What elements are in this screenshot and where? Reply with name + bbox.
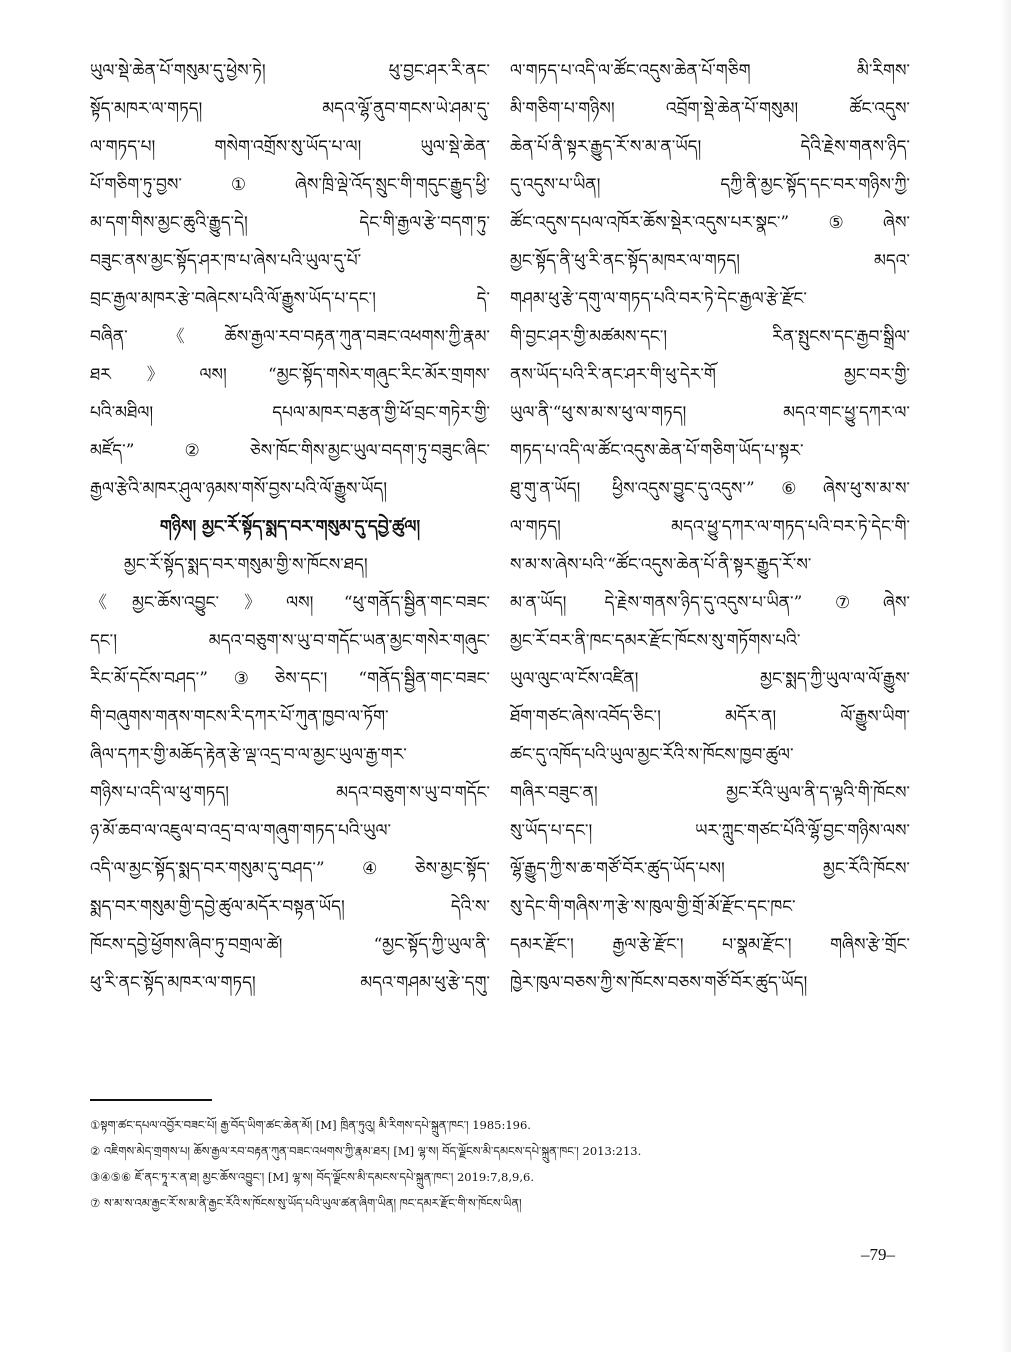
text-line: ཆེན་པོ་ནི་སྟར་རྒྱུད་རོ་ས་མ་ན་ཡོད། དེའི་རྗེས་གནས་ཉིད་ xyxy=(510,137,910,157)
text-line: པོ་གཅིག་ཏུ་བྱས་①ཞེས་ཁྲི་ལྡེ་འོད་སྲུང་གི་གདུང་རྒྱུད་ཕྱི་ xyxy=(90,175,490,195)
footnote: ⑦ ས་མ་ས་འམ་རྒྱང་རོ་ས་མ་ནི་རྒྱང་རོའི་ས་ཁོངས་སུ་ཡོད་པའི་ཡུལ་ཚན་ཞིག་ཡིན། ཁང་དམར་རྫོང་གི་ས་ཁོངས་ཡིན། xyxy=(90,1196,522,1210)
text-line: རིང་མོ་དངོས་བཤད་”③ཅེས་དང་། “གནོད་སྦྱིན་གང་བཟང་ xyxy=(90,669,490,689)
text-line: གི་བཞུགས་གནས་གངས་རི་དཀར་པོ་ཀུན་ཁྱབ་ལ་ཏོག་ xyxy=(90,707,389,727)
text-line: ཕུ་རི་ནང་སྟོད་མཁར་ལ་གཏད། མདའ་གཤམ་ཕུ་རྩེ་དགུ་ xyxy=(90,973,490,993)
text-line: སུ་ཡོད་པ་དང་། ཡར་ཀླུང་གཙང་པོའི་ལྷོ་བྱང་གཉིས་ལས་ xyxy=(510,821,910,841)
text-line: ནས་ཡོད་པའི་རི་ནང་ཤར་གི་ཕུ་དེར་གོ མྱང་བར་གྱི་ xyxy=(510,365,910,385)
text-line: གི་བྱང་ཤར་གྱི་མཚམས་དང་། རིན་སྤུངས་དང་རྒྱབ་སྒྲིལ་ xyxy=(510,327,910,347)
text-line: མི་གཅིག་པ་གཉིས། འབྲོག་སྡེ་ཆེན་པོ་གསུམ། ཚོང་འདུས་ xyxy=(510,99,910,119)
footnote: ③④⑤⑥ ཇོ་ནང་ཏཱ་ར་ན་ཐ། མྱང་ཆོས་འབྱུང་། [M] ལྷ་ས། བོད་ལྗོངས་མི་དམངས་དཔེ་སྐྲུན་ཁང་། 2019:7,8,9,6. xyxy=(90,1170,534,1184)
text-line: ཐར》ལས། “མྱང་སྟོད་གསེར་གཞུང་རིང་མོར་གྲགས་ xyxy=(90,365,490,385)
left-column xyxy=(90,52,490,1002)
text-line: ཚང་དུ་འཁོད་པའི་ཡུལ་མྱང་རོའི་ས་ཁོངས་ཁྱབ་ཚུལ་ xyxy=(510,745,794,765)
text-line: གཞིར་བཟུང་ན། མྱང་རོའི་ཡུལ་ནི་ད་ལྟའི་གི་ཁོངས་ xyxy=(510,783,910,803)
text-line: མ་ན་ཡོད། དེ་རྗེས་གནས་ཉིད་དུ་འདུས་པ་ཡིན་”⑦ཞེས་ xyxy=(510,593,910,613)
text-line: ཁྱེར་ཁུལ་བཅས་ཀྱི་ས་ཁོངས་བཅས་གཙོ་བོར་ཚུད་ཡོད། xyxy=(510,973,808,993)
text-line: མྱང་རོ་བར་ནི་ཁང་དམར་རྫོང་ཁོངས་སུ་གཏོགས་པའི་ xyxy=(510,631,801,651)
text-line: ལྷོ་རྒྱུད་ཀྱི་ས་ཆ་གཙོ་བོར་ཚུད་ཡོད་པས། མྱང་རོའི་ཁོངས་ xyxy=(510,859,910,879)
text-line: གཤམ་ཕུ་རྩེ་དགུ་ལ་གཏད་པའི་བར་ཏེ་དེང་རྒྱལ་རྩེ་རྫོང་ xyxy=(510,289,807,309)
text-line: མཛོད་”②ཅེས་ཁོང་གིས་མྱང་ཡུལ་བདག་ཏུ་བཟུང་ཞིང་ xyxy=(90,441,490,461)
text-line: ཡུལ་ནི་“ཕུ་ས་མ་ས་ཕུ་ལ་གཏད། མདའ་གང་ཕྱུ་དཀར་ལ་ xyxy=(510,403,910,423)
text-line: 《མྱང་ཆོས་འབྱུང་》ལས། “ཕུ་གནོད་སྦྱིན་གང་བཟང་ xyxy=(90,593,490,613)
text-line: ཡུལ་ལུང་ལ་ངོས་འཛིན། མྱང་སྨད་ཀྱི་ཡུལ་ལ་ལོ་རྒྱུས་ xyxy=(510,669,910,689)
text-line: མ་དག་གིས་མྱང་ཆུའི་རྒྱུད་དེ། དེང་གི་རྒྱལ་རྩེ་བདག་ཏུ་ xyxy=(90,213,490,233)
text-line: རྒྱལ་རྩེའི་མཁར་ཤུལ་ཉམས་གསོ་བྱས་པའི་ལོ་རྒྱུས་ཡོད། xyxy=(90,479,388,499)
text-line: མྱང་རོ་སྟོད་སྨད་བར་གསུམ་གྱི་ས་ཁོངས་ཐད། xyxy=(124,555,368,575)
footnote: ② འཇིགས་མེད་གྲགས་པ། ཆོས་རྒྱལ་རབ་བརྟན་ཀུན་བཟང་འཕགས་ཀྱི་རྣམ་ཐར། [M] ལྷ་ས། བོད་ལྗོངས་མི་དམངས་དཔེ་སྐྲུན་ཁང་། 2013:213. xyxy=(90,1144,642,1158)
section-heading: གཉིས། མྱང་རོ་སྟོད་སྨད་བར་གསུམ་དུ་དབྱེ་ཚུལ། xyxy=(159,517,421,537)
text-line: ཡུལ་སྡེ་ཆེན་པོ་གསུམ་དུ་ཕྱེས་ཏེ། ཕུ་བྱང་ཤར་རི་ནང་ xyxy=(90,61,490,81)
footnote: ①སྟག་ཚང་དཔལ་འབྱོར་བཟང་པོ། རྒྱ་བོད་ཡིག་ཚང་ཆེན་མོ། [M] ཁྲིན་ཏུའུ། མི་རིགས་དཔེ་སྐྲུན་ཁང་། 1985:196. xyxy=(90,1118,531,1132)
text-line: བཟུང་ནས་མྱང་སྟོད་ཤར་ཁ་པ་ཞེས་པའི་ཡུལ་དུ་པོ་ xyxy=(90,251,362,271)
text-line: དང་། མདའ་བཅུག་ས་ཡུ་བ་གདོང་ཡན་མྱང་གསེར་གཞུང་ xyxy=(90,631,490,651)
text-line: ས་མ་ས་ཞེས་པའི་“ཚོང་འདུས་ཆེན་པོ་ནི་སྟར་རྒྱུད་རོ་ས་ xyxy=(510,555,812,575)
text-line: ལ་གཏད། མདའ་ཕྱུ་དཀར་ལ་གཏད་པའི་བར་ཏེ་དེང་གི་ xyxy=(510,517,910,537)
footnote-divider xyxy=(90,1099,212,1101)
text-line: ཐུ་གུ་ན་ཡོད། ཕྱིས་འདུས་བྱུང་དུ་འདུས་”⑥ཞེས་ཕུ་ས་མ་ས་ xyxy=(510,479,910,499)
text-line: སྟོད་མཁར་ལ་གཏད། མདའ་ལྷོ་ནུབ་གངས་ཡེ་ཤམ་དུ་ xyxy=(90,99,490,119)
text-line: འདི་ལ་མྱང་སྟོད་སྨད་བར་གསུམ་དུ་བཤད་”④ཅེས་མྱང་སྟོད་ xyxy=(90,859,490,879)
page-number: –79– xyxy=(861,1245,895,1264)
text-line: ཉ་མོ་ཆབ་ལ་འཇུལ་བ་འདྲ་བ་ལ་གཞུག་གཏད་པའི་ཡུལ་ xyxy=(90,821,392,841)
text-line: ཐོག་གཙང་ཞེས་འབོད་ཅིང་། མདོར་ན། ལོ་རྒྱུས་ཡིག་ xyxy=(510,707,910,727)
text-line: གཉིས་པ་འདི་ལ་ཕུ་གཏད། མདའ་བཅུག་ས་ཡུ་བ་གདོང་ xyxy=(90,783,490,803)
text-line: དུ་འདུས་པ་ཡིན། དཀྱི་ནི་མྱང་སྟོད་དང་བར་གཉིས་ཀྱི་ xyxy=(510,175,910,195)
text-line: པའི་མཐིལ། དཔལ་མཁར་བརྩན་གྱི་ཕོ་བྲང་གཏེར་གྱི་ xyxy=(90,403,490,423)
text-line: མྱང་སྟོད་ནི་ཕུ་རི་ནང་སྟོད་མཁར་ལ་གཏད། མདའ་ xyxy=(510,251,910,271)
footnotes xyxy=(90,1112,910,1216)
text-line: ལ་གཏད་པ་འདི་ལ་ཚོང་འདུས་ཆེན་པོ་གཅིག མི་རིགས་ xyxy=(510,61,910,81)
text-line: ཚོང་འདུས་དཔལ་འཁོར་ཆོས་སྡེར་འདུས་པར་སྣང་”⑤ཞེས་ xyxy=(510,213,910,233)
text-line: སྨད་བར་གསུམ་གྱི་དབྱེ་ཚུལ་མདོར་བསྟན་ཡོད། དེའི་ས་ xyxy=(90,897,490,917)
page-edge-shadow xyxy=(1001,0,1011,1352)
text-line: དམར་རྫོང་། རྒྱལ་རྩེ་རྫོང་། པ་སྣམ་རྫོང་། གཞིས་རྩེ་གྲོང་ xyxy=(510,935,910,955)
text-line: གཏད་པ་འདི་ལ་ཚོང་འདུས་ཆེན་པོ་གཅིག་ཡོད་པ་སྟར་ xyxy=(510,441,804,461)
text-line: ཁོངས་དབྱེ་ཕྱོགས་ཞིབ་ཏུ་བགྲལ་ཚེ། “མྱང་སྟོད་ཀྱི་ཡུལ་ནི་ xyxy=(90,935,490,955)
text-line: སུ་དེང་གི་གཞིས་ཀ་རྩེ་ས་ཁུལ་གྱི་གྲོ་མོ་རྫོང་དང་ཁང་ xyxy=(510,897,796,917)
right-column xyxy=(510,52,910,1002)
text-line: བྲང་རྒྱལ་མཁར་རྩེ་བཞེངས་པའི་ལོ་རྒྱུས་ཡོད་པ་དང་། དེ་ xyxy=(90,289,490,309)
text-line: ལ་གཏད་པ། གསེག་འགྲོས་སུ་ཡོད་པ་ལ། ཡུལ་སྡེ་ཆེན་ xyxy=(90,137,490,157)
text-line: བཞིན་《ཆོས་རྒྱལ་རབ་བརྟན་ཀུན་བཟང་འཕགས་ཀྱི་རྣམ་ xyxy=(90,327,490,347)
text-line: ཞིལ་དཀར་གྱི་མཆོད་རྟེན་རྩེ་ལྡ་འདྲ་བ་ལ་མྱང་ཡུལ་རྒྱ་གར་ xyxy=(90,745,407,765)
